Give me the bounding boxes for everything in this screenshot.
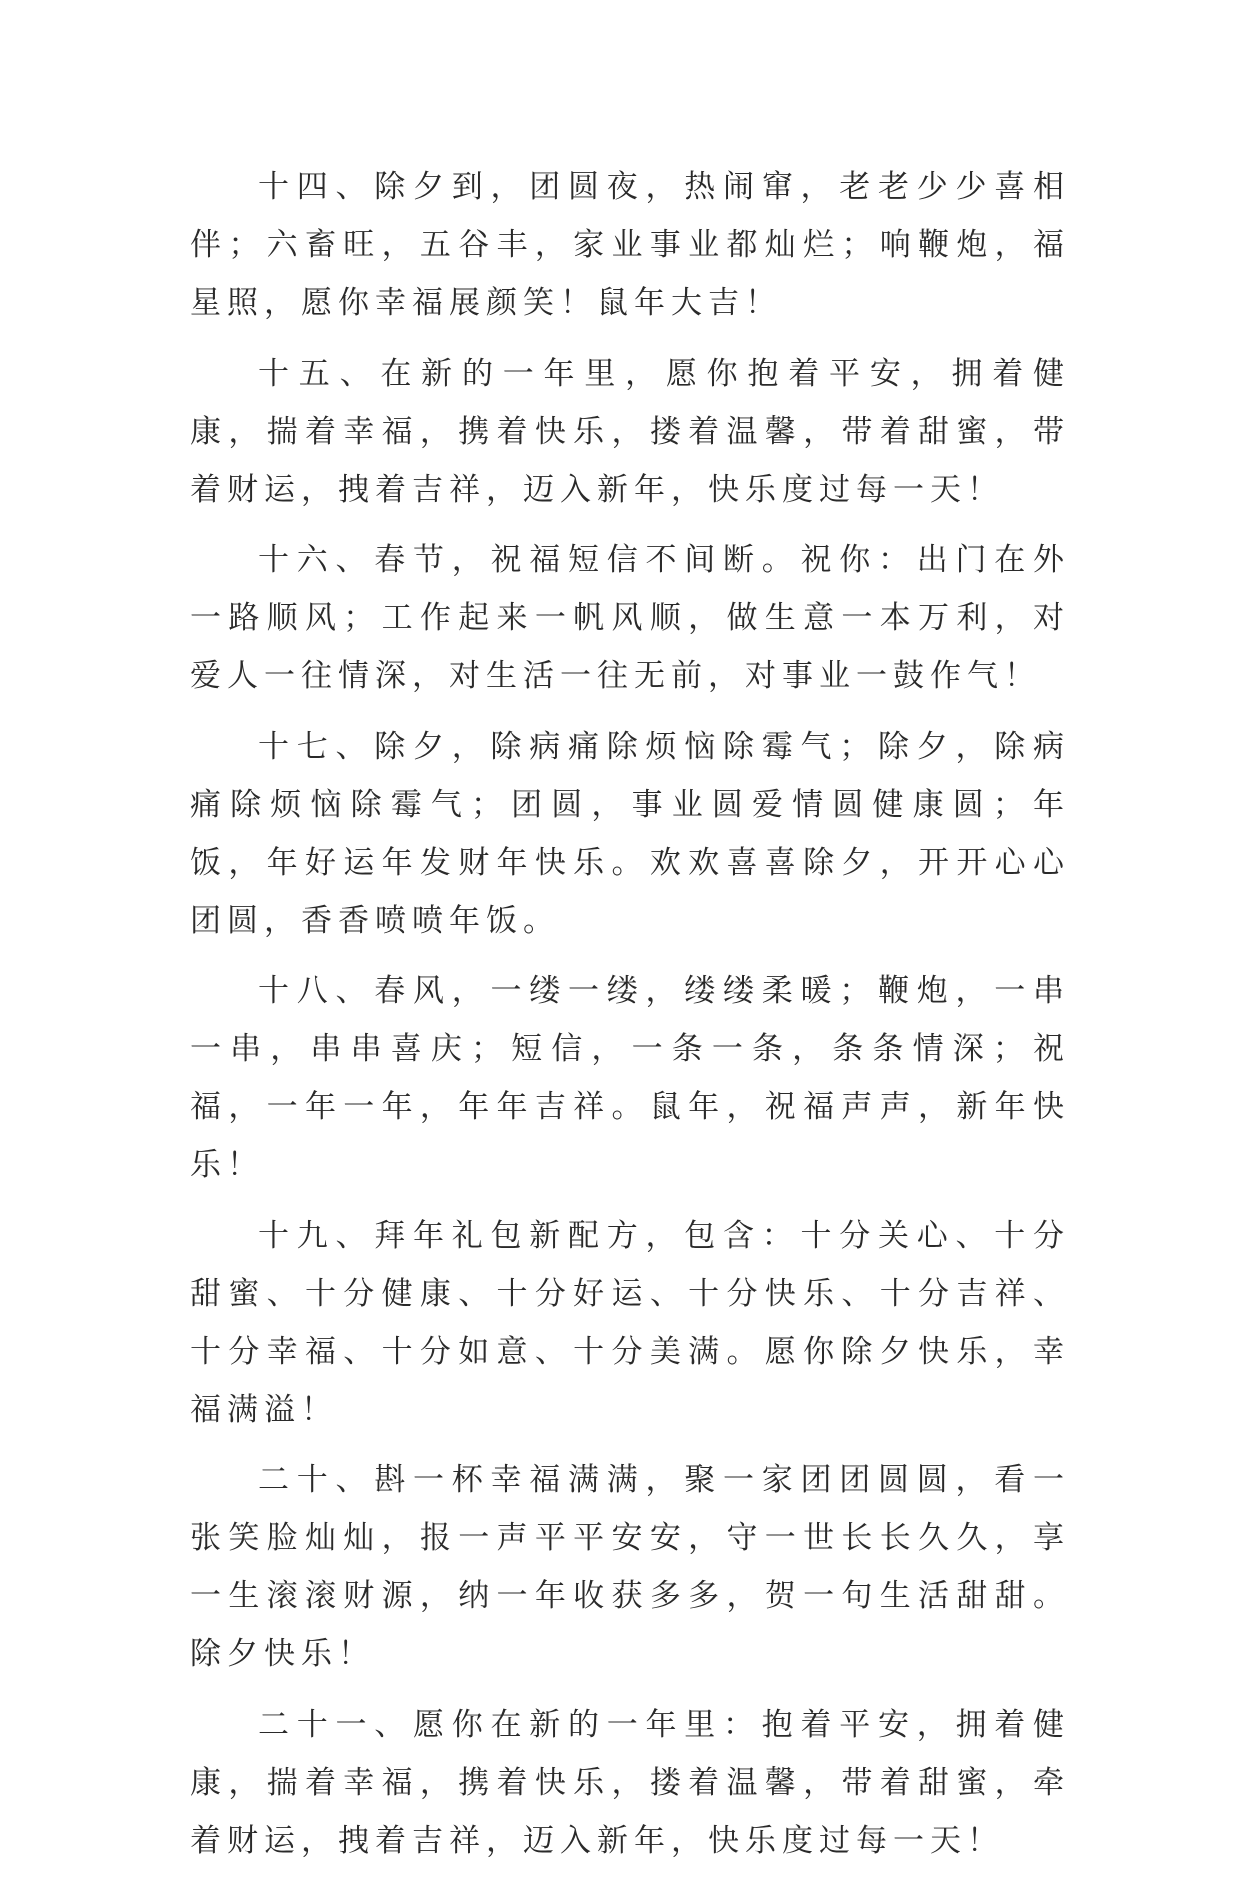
paragraph-20: 二十、斟一杯幸福满满，聚一家团团圆圆，看一张笑脸灿灿，报一声平平安安，守一世长长久久，享一生滚滚财源，纳一年收获多多，贺一句生活甜甜。除夕快乐！ — [190, 1462, 1070, 1672]
paragraph-16: 十六、春节，祝福短信不间断。祝你：出门在外一路顺风；工作起来一帆风顺，做生意一本万利，对爱人一往情深，对生活一往无前，对事业一鼓作气！ — [190, 542, 1070, 694]
paragraph-19: 十九、拜年礼包新配方，包含：十分关心、十分甜蜜、十分健康、十分好运、十分快乐、十分吉祥、十分幸福、十分如意、十分美满。愿你除夕快乐，幸福满溢！ — [190, 1217, 1070, 1428]
paragraph-17: 十七、除夕，除病痛除烦恼除霉气；除夕，除病痛除烦恼除霉气；团圆，事业圆爱情圆健康圆；年饭，年好运年发财年快乐。欢欢喜喜除夕，开开心心团圆，香香喷喷年饭。 — [190, 728, 1070, 939]
paragraph-15: 十五、在新的一年里，愿你抱着平安，拥着健康，揣着幸福，携着快乐，搂着温馨，带着甜蜜，带着财运，拽着吉祥，迈入新年，快乐度过每一天！ — [190, 355, 1070, 508]
paragraph-14: 十四、除夕到，团圆夜，热闹窜，老老少少喜相伴；六畜旺，五谷丰，家业事业都灿烂；响鞭炮，福星照，愿你幸福展颜笑！鼠年大吉！ — [190, 169, 1070, 321]
paragraph-21: 二十一、愿你在新的一年里：抱着平安，拥着健康，揣着幸福，携着快乐，搂着温馨，带着甜蜜，牵着财运，拽着吉祥，迈入新年，快乐度过每一天！ — [190, 1706, 1070, 1859]
document-body — [190, 158, 1070, 1882]
paragraph-18: 十八、春风，一缕一缕，缕缕柔暖；鞭炮，一串一串，串串喜庆；短信，一条一条，条条情深；祝福，一年一年，年年吉祥。鼠年，祝福声声，新年快乐！ — [190, 973, 1070, 1183]
